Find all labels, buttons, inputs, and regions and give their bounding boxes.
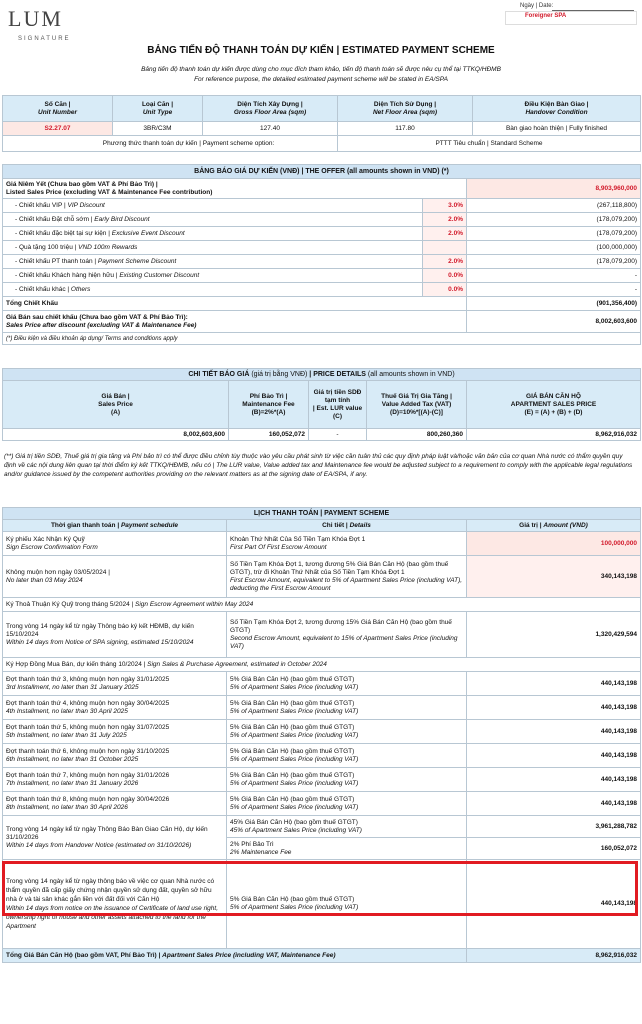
- discount-value: (100,000,000): [467, 241, 641, 255]
- certificate-time: Trong vòng 14 ngày kể từ ngày thông báo về việc cơ quan Nhà nước có thẩm quyền đã cấp giấy chứng nhận quyền sử dụng đất, quyền sở hữu nhà ở và tài sản khác gắn liền với đất đối với Căn Hộ Within 14 days from notice on the issuance of Certificate of land use right, ownership right of house and other assets attached to the land for the Apartment: [3, 860, 227, 949]
- discount-row: [3, 213, 641, 227]
- installment-amount: 100,000,000: [467, 532, 641, 556]
- listed-price-label: Giá Niêm Yết (Chưa bao gồm VAT & Phí Bảo Trì) | Listed Sales Price (excluding VAT & Maintenance Fee contribution): [3, 179, 467, 199]
- vat-value: 800,260,360: [367, 429, 467, 441]
- installment-amount: 440,143,198: [467, 744, 641, 768]
- payment-option-label: Phương thức thanh toán dự kiến | Payment scheme option:: [3, 136, 338, 152]
- discount-percent: 2.0%: [423, 255, 467, 269]
- handover-time: Trong vòng 14 ngày kể từ ngày Thông Báo Bàn Giao Căn Hộ, dự kiến 31/10/2026 Within 14 days from Handover Notice (estimated on 31/10/2026): [3, 816, 227, 860]
- lur-value: -: [309, 429, 367, 441]
- installment-row: [3, 556, 641, 598]
- unit-type-value: 3BR/C3M: [113, 122, 203, 136]
- offer-section-title: BẢNG BÁO GIÁ DỰ KIẾN (VNĐ) | THE OFFER (all amounts shown in VND) (*): [3, 165, 641, 179]
- apartment-sales-price-value: 8,962,916,032: [467, 429, 641, 441]
- discount-row: [3, 283, 641, 297]
- handover-row-a: [3, 816, 641, 838]
- installment-row: [3, 612, 641, 658]
- page-title: BẢNG TIẾN ĐỘ THANH TOÁN DỰ KIẾN | ESTIMATED PAYMENT SCHEME: [147, 45, 495, 56]
- discount-row: [3, 241, 641, 255]
- brand-logo-sub: SIGNATURE: [18, 36, 71, 42]
- vat-header: Thuế Giá Trị Gia Tăng | Value Added Tax (VAT) (D)=10%*[(A)-(C)]: [367, 381, 467, 429]
- discount-row: [3, 227, 641, 241]
- discount-label: - Chiết khấu Đặt chỗ sớm | Early Bird Discount: [3, 213, 423, 227]
- handover-amount-a: 3,961,288,782: [467, 816, 641, 838]
- discount-value: (267,118,800): [467, 199, 641, 213]
- milestone-label: Ký Thoả Thuận Ký Quỹ trong tháng 5/2024 | Sign Escrow Agreement within May 2024: [3, 598, 641, 612]
- subtitle-en: For reference purpose, the detailed estimated payment scheme will be stated in EA/SPA: [194, 76, 448, 83]
- installment-row: [3, 672, 641, 696]
- installment-amount: 440,143,198: [467, 768, 641, 792]
- installment-time: Đợt thanh toán thứ 8, không muộn hơn ngày 30/04/2026 8th Installment, no later than 30 April 2026: [3, 792, 227, 816]
- handover-detail-b: 2% Phí Bảo Trì 2% Maintenance Fee: [227, 838, 467, 860]
- discount-percent: 0.0%: [423, 283, 467, 297]
- discount-label: - Chiết khấu Khách hàng hiện hữu | Existing Customer Discount: [3, 269, 423, 283]
- discount-value: (178,079,200): [467, 255, 641, 269]
- lur-value-header: Giá trị tiền SDĐ tạm tính | Est. LUR value (C): [309, 381, 367, 429]
- payment-option-value: PTTT Tiêu chuẩn | Standard Scheme: [338, 136, 641, 152]
- schedule-section-title: LỊCH THANH TOÁN | PAYMENT SCHEME: [3, 508, 641, 520]
- installment-detail: 5% Giá Bán Căn Hộ (bao gồm thuế GTGT) 5% of Apartment Sales Price (including VAT): [227, 744, 467, 768]
- milestone-row: [3, 598, 641, 612]
- installment-detail: 5% Giá Bán Căn Hộ (bao gồm thuế GTGT) 5% of Apartment Sales Price (including VAT): [227, 720, 467, 744]
- apartment-sales-price-header: GIÁ BÁN CĂN HỘ APARTMENT SALES PRICE (E) = (A) + (B) + (D): [467, 381, 641, 429]
- brand-logo: LUM: [8, 6, 63, 31]
- discount-value: (178,079,200): [467, 227, 641, 241]
- discount-label: - Chiết khấu khác | Others: [3, 283, 423, 297]
- installment-time: Trong vòng 14 ngày kể từ ngày Thông báo ký kết HĐMB, dự kiến 15/10/2024 Within 14 days from Notice of SPA signing, estimated 15/10/2024: [3, 612, 227, 658]
- milestone-row: [3, 658, 641, 672]
- total-label: Tổng Giá Bán Căn Hộ (bao gồm VAT, Phí Bảo Trì) | Apartment Sales Price (including VAT, Maintenance Fee): [3, 949, 467, 963]
- terms-note: (*) Điều kiện và điều khoản áp dụng/ Terms and conditions apply: [3, 333, 641, 345]
- installment-row: [3, 744, 641, 768]
- unit-number-header: Số Căn | Unit Number: [3, 96, 113, 122]
- price-details-note: (**) Giá trị tiền SDĐ, Thuế giá trị gia tăng và Phí bảo trì có thể được điều chỉnh tùy thuộc vào yêu cầu phát sinh từ việc cần tuân thủ các quy định pháp luật và/hoặc văn bản của cơ quan Nhà nước có thẩm quyền quy định về các nội dung liên quan tại thời điểm ký kết TTKQ/HĐMB, nếu có | The LUR value, Value added tax and Maintenance fee would be adjusted subject to a requirement to comply with the applicable legal regulations and/or guidance issued by the competent authorities providing on the relevant matters as at the signing date of EA/SPA, if any.: [4, 453, 633, 478]
- gfa-header: Diện Tích Xây Dựng | Gross Floor Area (sqm): [203, 96, 338, 122]
- installment-time: Đợt thanh toán thứ 5, không muộn hơn ngày 31/07/2025 5th Installment, no later than 31 July 2025: [3, 720, 227, 744]
- discount-percent: 3.0%: [423, 199, 467, 213]
- offer-table: [2, 164, 641, 345]
- installment-row: [3, 532, 641, 556]
- sales-price-header: Giá Bán | Sales Price (A): [3, 381, 229, 429]
- total-discount-label: Tổng Chiết Khấu: [3, 297, 467, 311]
- installment-row: [3, 720, 641, 744]
- handover-detail-a: 45% Giá Bán Căn Hộ (bao gồm thuế GTGT) 45% of Apartment Sales Price (including VAT): [227, 816, 467, 838]
- installment-time: Ký phiếu Xác Nhận Ký Quỹ Sign Escrow Confirmation Form: [3, 532, 227, 556]
- installment-detail: Khoản Thứ Nhất Của Số Tiền Tạm Khóa Đợt 1 First Part Of First Escrow Amount: [227, 532, 467, 556]
- date-label: Ngày | Date:: [520, 3, 554, 9]
- installment-detail: 5% Giá Bán Căn Hộ (bao gồm thuế GTGT) 5% of Apartment Sales Price (including VAT): [227, 792, 467, 816]
- sales-price-value: 8,002,603,600: [3, 429, 229, 441]
- installment-time: Đợt thanh toán thứ 7, không muộn hơn ngày 31/01/2026 7th Installment, no later than 31 January 2026: [3, 768, 227, 792]
- discount-value: (178,079,200): [467, 213, 641, 227]
- installment-detail: Số Tiền Tạm Khóa Đợt 1, tương đương 5% Giá Bán Căn Hộ (bao gồm thuế GTGT), trừ đi Khoản Thứ Nhất của Số Tiền Tạm Khóa Đợt 1 First Escrow Amount, equivalent to 5% of Apartment Sales Price (including VAT), deducting the First Escrow Amount: [227, 556, 467, 598]
- details-header: Chi tiết | Details: [227, 520, 467, 532]
- discount-value: -: [467, 283, 641, 297]
- installment-time: Không muộn hơn ngày 03/05/2024 | No later than 03 May 2024: [3, 556, 227, 598]
- discount-row: [3, 269, 641, 283]
- discount-row: [3, 199, 641, 213]
- page-subtitle: [0, 65, 642, 85]
- after-discount-value: 8,002,603,600: [467, 311, 641, 333]
- discount-label: - Quà tặng 100 triệu | VND 100m Rewards: [3, 241, 423, 255]
- installment-amount: 440,143,198: [467, 696, 641, 720]
- certificate-detail: 5% Giá Bán Căn Hộ (bao gồm thuế GTGT) 5% of Apartment Sales Price (including VAT): [227, 860, 467, 949]
- price-details-table: [2, 368, 641, 441]
- installment-row: [3, 696, 641, 720]
- installment-amount: 1,320,429,594: [467, 612, 641, 658]
- installment-detail: 5% Giá Bán Căn Hộ (bao gồm thuế GTGT) 5% of Apartment Sales Price (including VAT): [227, 768, 467, 792]
- installment-row: [3, 792, 641, 816]
- installment-detail: 5% Giá Bán Căn Hộ (bao gồm thuế GTGT) 5% of Apartment Sales Price (including VAT): [227, 672, 467, 696]
- payment-schedule-header: Thời gian thanh toán | Payment schedule: [3, 520, 227, 532]
- listed-price-value: 8,903,960,000: [467, 179, 641, 199]
- installment-time: Đợt thanh toán thứ 3, không muộn hơn ngày 31/01/2025 3rd Installment, no later than 31 January 2025: [3, 672, 227, 696]
- certificate-amount: 440,143,198: [467, 860, 641, 949]
- installment-amount: 440,143,198: [467, 792, 641, 816]
- installment-time: Đợt thanh toán thứ 4, không muộn hơn ngày 30/04/2025 4th Installment, no later than 30 April 2025: [3, 696, 227, 720]
- foreigner-spa-stamp: Foreigner SPA: [525, 13, 567, 19]
- total-discount-value: (901,356,400): [467, 297, 641, 311]
- total-value: 8,962,916,032: [467, 949, 641, 963]
- installment-time: Đợt thanh toán thứ 6, không muộn hơn ngày 31/10/2025 6th Installment, no later than 31 October 2025: [3, 744, 227, 768]
- unit-number-value: S2.27.07: [3, 122, 113, 136]
- discount-percent: 2.0%: [423, 227, 467, 241]
- nfa-header: Diện Tích Sử Dụng | Net Floor Area (sqm): [338, 96, 473, 122]
- discount-percent: 2.0%: [423, 213, 467, 227]
- subtitle-vn: Bảng tiến độ thanh toán dự kiến được dùng cho mục đích tham khảo, tiến độ thanh toán sẽ được nêu cụ thể tại TTKQ/HĐMB: [141, 66, 501, 73]
- installment-detail: Số Tiền Tạm Khóa Đợt 2, tương đương 15% Giá Bán Căn Hộ (bao gồm thuế GTGT) Second Escrow Amount, equivalent to 15% of Apartment Sales Price (including VAT): [227, 612, 467, 658]
- amount-header: Giá trị | Amount (VND): [467, 520, 641, 532]
- discount-label: - Chiết khấu PT thanh toán | Payment Scheme Discount: [3, 255, 423, 269]
- unit-info-table: [2, 95, 641, 152]
- price-details-title: CHI TIẾT BÁO GIÁ (giá trị bằng VNĐ) | PRICE DETAILS (all amounts shown in VND): [3, 369, 641, 381]
- maintenance-fee-header: Phí Bảo Trì | Maintenance Fee (B)=2%*(A): [229, 381, 309, 429]
- discount-row: [3, 255, 641, 269]
- handover-value: Bàn giao hoàn thiện | Fully finished: [473, 122, 641, 136]
- milestone-label: Ký Hợp Đồng Mua Bán, dự kiến tháng 10/2024 | Sign Sales & Purchase Agreement, estimated in October 2024: [3, 658, 641, 672]
- installment-amount: 440,143,198: [467, 720, 641, 744]
- discount-label: - Chiết khấu VIP | VIP Discount: [3, 199, 423, 213]
- discount-percent: [423, 241, 467, 255]
- after-discount-label: Giá Bán sau chiết khấu (Chưa bao gồm VAT & Phí Bảo Trì): Sales Price after discount (excluding VAT & Maintenance Fee): [3, 311, 467, 333]
- discount-percent: 0.0%: [423, 269, 467, 283]
- handover-header: Điều Kiện Bàn Giao | Handover Condition: [473, 96, 641, 122]
- discount-value: -: [467, 269, 641, 283]
- installment-amount: 340,143,198: [467, 556, 641, 598]
- nfa-value: 117.80: [338, 122, 473, 136]
- installment-row: [3, 768, 641, 792]
- handover-amount-b: 160,052,072: [467, 838, 641, 860]
- unit-type-header: Loại Căn | Unit Type: [113, 96, 203, 122]
- gfa-value: 127.40: [203, 122, 338, 136]
- handover-highlight-box: [2, 861, 638, 916]
- installment-amount: 440,143,198: [467, 672, 641, 696]
- maintenance-fee-value: 160,052,072: [229, 429, 309, 441]
- installment-detail: 5% Giá Bán Căn Hộ (bao gồm thuế GTGT) 5% of Apartment Sales Price (including VAT): [227, 696, 467, 720]
- discount-label: - Chiết khấu đặc biệt tại sự kiện | Exclusive Event Discount: [3, 227, 423, 241]
